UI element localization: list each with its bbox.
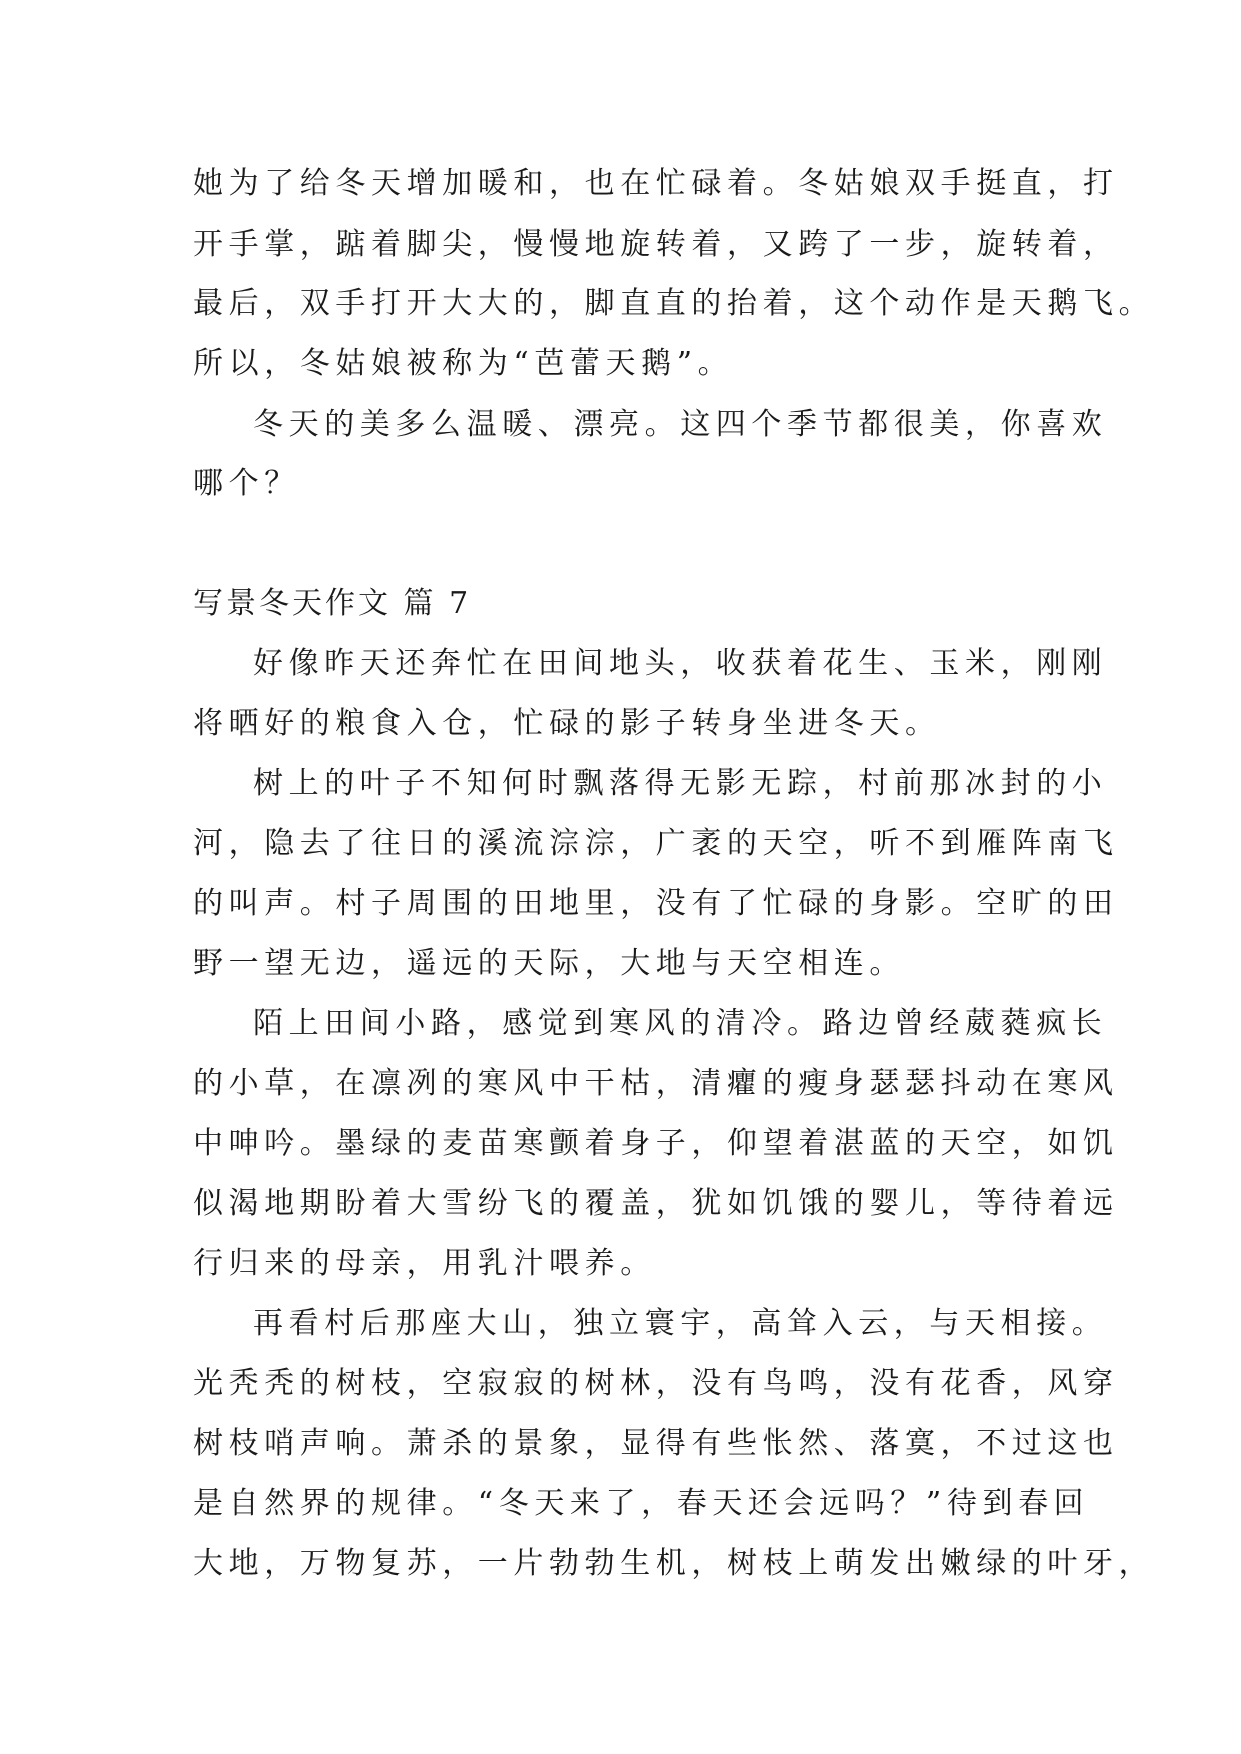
paragraph-line: 开手掌，踮着脚尖，慢慢地旋转着，又跨了一步，旋转着，	[193, 227, 1119, 262]
paragraph-line: 将晒好的粮食入仓，忙碌的影子转身坐进冬天。	[193, 706, 941, 741]
paragraph-line: 树枝哨声响。萧杀的景象，显得有些怅然、落寞，不过这也	[193, 1426, 1119, 1461]
paragraph-line: 野一望无边，遥远的天际，大地与天空相连。	[193, 946, 905, 981]
paragraph-line: 光秃秃的树枝，空寂寂的树林，没有鸟鸣，没有花香，风穿	[193, 1366, 1119, 1401]
paragraph-line: 的小草，在凛冽的寒风中干枯，清癯的瘦身瑟瑟抖动在寒风	[193, 1066, 1119, 1101]
paragraph-line: 大地，万物复苏，一片勃勃生机，树枝上萌发出嫩绿的叶牙，	[193, 1546, 1155, 1581]
paragraph-line: 中呻吟。墨绿的麦苗寒颤着身子，仰望着湛蓝的天空，如饥	[193, 1126, 1119, 1161]
paragraph-line: 冬天的美多么温暖、漂亮。这四个季节都很美，你喜欢	[253, 407, 1108, 442]
paragraph-line: 所以，冬姑娘被称为“芭蕾天鹅”。	[193, 346, 734, 381]
paragraph-line: 行归来的母亲，用乳汁喂养。	[193, 1246, 656, 1281]
paragraph-line: 是自然界的规律。“冬天来了，春天还会远吗？”待到春回	[193, 1486, 1090, 1521]
paragraph-line: 最后，双手打开大大的，脚直直的抬着，这个动作是天鹅飞。	[193, 286, 1155, 321]
paragraph-line: 河，隐去了往日的溪流淙淙，广袤的天空，听不到雁阵南飞	[193, 826, 1119, 861]
paragraph-line: 的叫声。村子周围的田地里，没有了忙碌的身影。空旷的田	[193, 886, 1119, 921]
paragraph-line: 似渴地期盼着大雪纷飞的覆盖，犹如饥饿的婴儿，等待着远	[193, 1186, 1119, 1221]
paragraph-line: 树上的叶子不知何时飘落得无影无踪，村前那冰封的小	[253, 766, 1108, 801]
paragraph-line: 再看村后那座大山，独立寰宇，高耸入云，与天相接。	[253, 1306, 1108, 1341]
section-heading: 写景冬天作文 篇 7	[193, 586, 472, 621]
paragraph-line: 她为了给冬天增加暖和，也在忙碌着。冬姑娘双手挺直，打	[193, 166, 1119, 201]
paragraph-line: 哪个？	[193, 466, 300, 501]
paragraph-line: 陌上田间小路，感觉到寒风的清冷。路边曾经葳蕤疯长	[253, 1006, 1108, 1041]
paragraph-line: 好像昨天还奔忙在田间地头，收获着花生、玉米，刚刚	[253, 646, 1108, 681]
